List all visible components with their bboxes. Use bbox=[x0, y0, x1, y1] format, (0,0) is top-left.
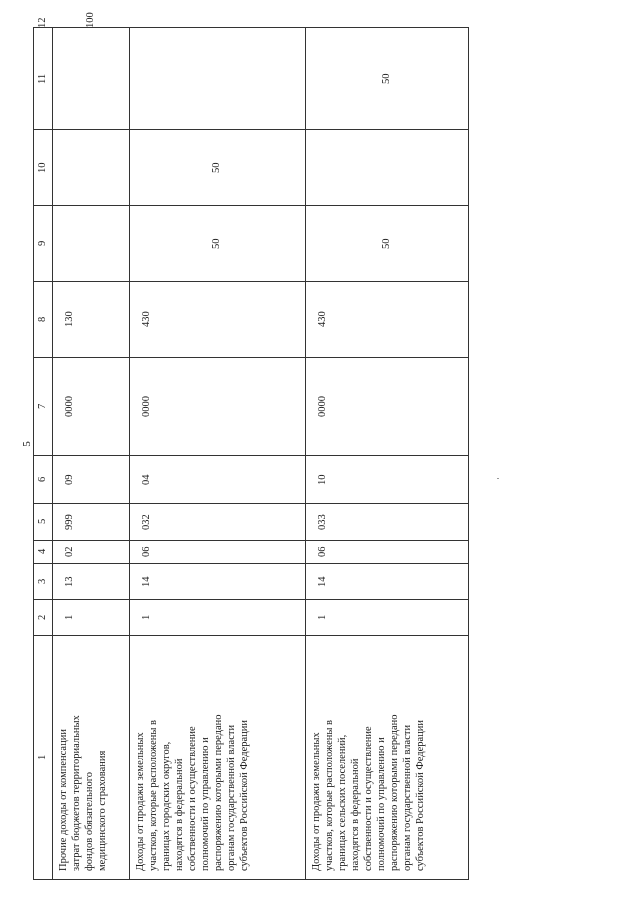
description-line: находятся в федеральной bbox=[174, 758, 185, 871]
description-line: субъектов Российской Федерации bbox=[239, 719, 250, 871]
cell-col-9: 50 bbox=[380, 238, 392, 249]
cell-col-6: 04 bbox=[141, 474, 152, 485]
description-line: медицинского страхования bbox=[97, 750, 108, 871]
cell-col-7: 0000 bbox=[317, 395, 328, 417]
description-line: субъектов Российской Федерации bbox=[415, 719, 426, 871]
description-line: границах городских округов, bbox=[161, 741, 172, 871]
cell-col-5: 032 bbox=[141, 513, 152, 530]
header-cell-1: 1 bbox=[37, 754, 48, 760]
rotated-table bbox=[33, 12, 469, 880]
description-line: участков, которые расположены в bbox=[324, 720, 335, 871]
cell-col-4: 06 bbox=[317, 546, 328, 557]
description-line: находятся в федеральной bbox=[350, 758, 361, 871]
header-cell-8: 8 bbox=[37, 316, 48, 322]
header-cell-4: 4 bbox=[37, 548, 48, 554]
description-line: полномочий по управлению и bbox=[200, 737, 211, 871]
cell-col-8: 130 bbox=[64, 311, 75, 327]
cell-col-9: 50 bbox=[211, 238, 222, 249]
description-line: Доходы от продажи земельных bbox=[311, 732, 322, 871]
header-cell-12: 12 bbox=[37, 17, 48, 28]
cell-col-6: 10 bbox=[317, 474, 328, 485]
description-line: органам государственной власти bbox=[402, 724, 413, 871]
column-divider bbox=[34, 281, 468, 282]
header-cell-6: 6 bbox=[37, 476, 48, 482]
cell-col-2: 1 bbox=[317, 614, 328, 620]
header-cell-11: 11 bbox=[37, 73, 48, 84]
header-cell-10: 10 bbox=[37, 162, 48, 173]
header-cell-9: 9 bbox=[37, 240, 48, 246]
column-divider bbox=[34, 129, 468, 130]
column-divider bbox=[34, 540, 468, 541]
cell-col-12: 100 bbox=[84, 12, 96, 28]
cell-col-3: 14 bbox=[317, 576, 328, 587]
description-line: распоряжению которыми передано bbox=[213, 714, 224, 871]
cell-col-3: 14 bbox=[141, 576, 152, 587]
column-divider bbox=[34, 357, 468, 358]
row-divider bbox=[305, 28, 306, 879]
cell-col-11: 50 bbox=[380, 73, 392, 84]
header-cell-3: 3 bbox=[37, 578, 48, 584]
cell-col-4: 06 bbox=[141, 546, 152, 557]
row-divider bbox=[129, 28, 130, 879]
cell-col-2: 1 bbox=[141, 614, 152, 620]
description-line: Прочие доходы от компенсации bbox=[58, 729, 69, 871]
description-line: Доходы от продажи земельных bbox=[135, 732, 146, 871]
scan-dot bbox=[497, 478, 499, 479]
description-line: собственности и осуществление bbox=[187, 726, 198, 871]
cell-col-10: 50 bbox=[211, 162, 222, 173]
page-number: 5 bbox=[20, 441, 33, 447]
column-divider bbox=[34, 503, 468, 504]
column-divider bbox=[34, 205, 468, 206]
description-line: полномочий по управлению и bbox=[376, 737, 387, 871]
row-divider bbox=[52, 28, 53, 879]
cell-col-6: 09 bbox=[64, 474, 75, 485]
cell-col-8: 430 bbox=[317, 311, 328, 327]
header-cell-7: 7 bbox=[37, 403, 48, 409]
cell-col-2: 1 bbox=[64, 614, 75, 620]
description-line: собственности и осуществление bbox=[363, 726, 374, 871]
cell-col-8: 430 bbox=[141, 311, 152, 327]
description-line: границах сельских поселений, bbox=[337, 734, 348, 871]
column-divider bbox=[34, 455, 468, 456]
cell-col-5: 033 bbox=[317, 513, 328, 530]
cell-col-7: 0000 bbox=[64, 395, 75, 417]
column-divider bbox=[34, 563, 468, 564]
header-cell-5: 5 bbox=[37, 518, 48, 524]
header-cell-2: 2 bbox=[37, 614, 48, 620]
description-line: фондов обязательного bbox=[84, 772, 95, 871]
cell-col-4: 02 bbox=[64, 546, 75, 557]
description-line: распоряжению которыми передано bbox=[389, 714, 400, 871]
description-line: затрат бюджетов территориальных bbox=[71, 715, 82, 871]
cell-col-3: 13 bbox=[64, 576, 75, 587]
cell-col-7: 0000 bbox=[141, 395, 152, 417]
column-divider bbox=[34, 635, 468, 636]
cell-col-5: 999 bbox=[64, 513, 75, 530]
description-line: органам государственной власти bbox=[226, 724, 237, 871]
column-divider bbox=[34, 599, 468, 600]
description-line: участков, которые расположены в bbox=[148, 720, 159, 871]
